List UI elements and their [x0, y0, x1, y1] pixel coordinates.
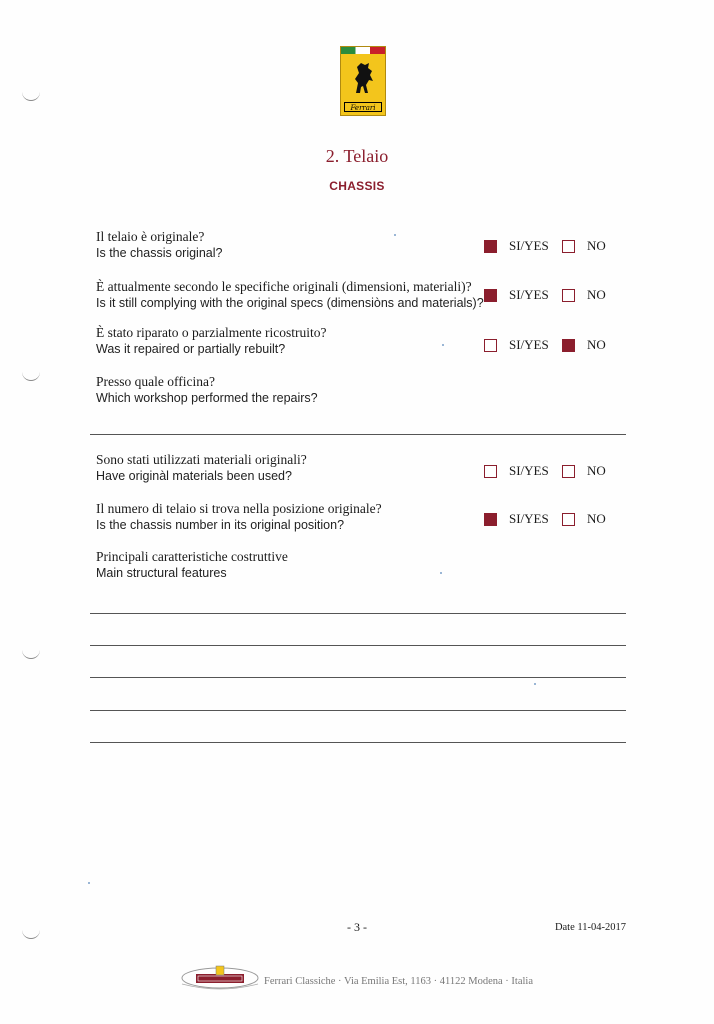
question-text-it: Presso quale officina? [96, 374, 215, 389]
no-label: NO [587, 463, 606, 478]
yes-label: SI/YES [509, 238, 549, 253]
italian-flag-stripe [341, 47, 385, 54]
binder-hole-2 [22, 370, 40, 381]
question-structural-features [96, 549, 288, 582]
question-text-it: Principali caratteristiche costruttive [96, 549, 288, 564]
no-option[interactable] [562, 337, 606, 353]
question-text-en: Was it repaired or partially rebuilt? [96, 342, 286, 356]
prancing-horse-icon [350, 59, 378, 97]
question-text-it: Sono stati utilizzati materiali originali? [96, 452, 307, 467]
features-answer-line[interactable] [90, 677, 626, 678]
binder-hole-1 [22, 90, 40, 101]
yes-option[interactable] [484, 287, 549, 303]
no-checkbox[interactable] [562, 339, 575, 352]
question-text-it: È stato riparato o parzialmente ricostruito? [96, 325, 327, 340]
question-text-en: Have originàl materials been used? [96, 469, 292, 483]
features-answer-line[interactable] [90, 613, 626, 614]
question-text-it: È attualmente secondo le specifiche originali (dimensioni, materiali)? [96, 279, 472, 294]
no-option[interactable] [562, 511, 606, 527]
no-checkbox[interactable] [562, 513, 575, 526]
no-checkbox[interactable] [562, 465, 575, 478]
yes-option[interactable] [484, 511, 549, 527]
yes-checkbox[interactable] [484, 339, 497, 352]
no-label: NO [587, 337, 606, 352]
question-text-it: Il numero di telaio si trova nella posizione originale? [96, 501, 382, 516]
features-answer-line[interactable] [90, 742, 626, 743]
section-subtitle: CHASSIS [329, 179, 385, 193]
workshop-answer-line[interactable] [90, 434, 626, 435]
question-text-en: Is it still complying with the original specs (dimensiòns and materials)? [96, 296, 484, 310]
question-text-en: Is the chassis original? [96, 246, 223, 260]
ferrari-logo [340, 46, 386, 116]
no-option[interactable] [562, 238, 606, 254]
scan-speck [88, 882, 90, 884]
no-label: NO [587, 287, 606, 302]
yes-label: SI/YES [509, 511, 549, 526]
yes-label: SI/YES [509, 287, 549, 302]
yes-option[interactable] [484, 337, 549, 353]
question-original-specs [96, 279, 484, 312]
yes-checkbox[interactable] [484, 465, 497, 478]
no-checkbox[interactable] [562, 240, 575, 253]
question-workshop [96, 374, 318, 407]
ferrari-classiche-logo [180, 964, 260, 990]
document-date: Date 11-04-2017 [554, 922, 626, 933]
section-title: 2. Telaio [325, 146, 389, 166]
no-label: NO [587, 511, 606, 526]
yes-checkbox[interactable] [484, 289, 497, 302]
question-chassis-original [96, 229, 222, 262]
question-text-en: Main structural features [96, 566, 227, 580]
question-original-materials [96, 452, 307, 485]
yes-option[interactable] [484, 238, 549, 254]
scan-speck [442, 344, 444, 346]
yes-label: SI/YES [509, 463, 549, 478]
binder-hole-3 [22, 648, 40, 659]
page-number: - 3 - [347, 920, 367, 934]
scan-speck [534, 683, 536, 685]
no-option[interactable] [562, 463, 606, 479]
question-text-en: Is the chassis number in its original position? [96, 518, 345, 532]
question-text-it: Il telaio è originale? [96, 229, 205, 244]
logo-wordmark: Ferrari [344, 102, 382, 112]
scan-speck [440, 572, 442, 574]
question-repaired [96, 325, 327, 358]
yes-checkbox[interactable] [484, 240, 497, 253]
footer-address: Ferrari Classiche · Via Emilia Est, 1163 · 41122 Modena · Italia [264, 976, 533, 987]
yes-label: SI/YES [509, 337, 549, 352]
no-option[interactable] [562, 287, 606, 303]
question-chassis-number-position [96, 501, 382, 534]
features-answer-line[interactable] [90, 710, 626, 711]
features-answer-line[interactable] [90, 645, 626, 646]
no-label: NO [587, 238, 606, 253]
yes-checkbox[interactable] [484, 513, 497, 526]
no-checkbox[interactable] [562, 289, 575, 302]
yes-option[interactable] [484, 463, 549, 479]
scan-speck [394, 234, 396, 236]
question-text-en: Which workshop performed the repairs? [96, 391, 318, 405]
